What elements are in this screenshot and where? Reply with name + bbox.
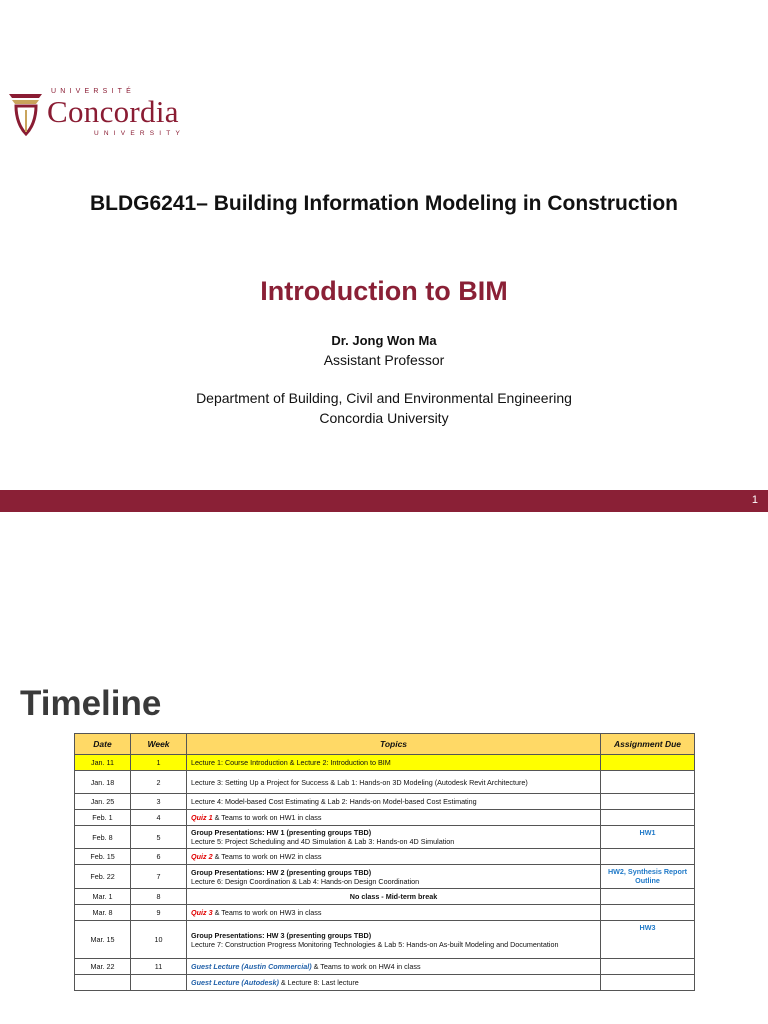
cell-topic bbox=[187, 921, 601, 959]
table-header-row bbox=[75, 734, 695, 755]
university: Concordia University bbox=[319, 410, 449, 426]
cell-topic bbox=[187, 905, 601, 921]
cell-week: 10 bbox=[131, 921, 187, 959]
timeline-title: Timeline bbox=[20, 684, 162, 723]
cell-date: Mar. 22 bbox=[75, 959, 131, 975]
timeline-slide bbox=[0, 512, 768, 1024]
cell-assignment-due: HW2, Synthesis Report Outline bbox=[601, 865, 695, 889]
logo-top-text: UNIVERSITÉ bbox=[51, 88, 136, 95]
cell-date: Feb. 8 bbox=[75, 826, 131, 849]
professor-title: Assistant Professor bbox=[323, 352, 445, 368]
course-title: BLDG6241– Building Information Modeling in Construction bbox=[90, 192, 678, 215]
cell-assignment-due bbox=[601, 959, 695, 975]
topic-text: & Teams to work on HW3 in class bbox=[212, 908, 322, 917]
topic-text: Lecture 5: Project Scheduling and 4D Simulation & Lab 3: Hands-on 4D Simulation bbox=[191, 837, 455, 846]
cell-week: 11 bbox=[131, 959, 187, 975]
slide-number: 1 bbox=[751, 494, 758, 506]
cell-week: 9 bbox=[131, 905, 187, 921]
department: Department of Building, Civil and Environmental Engineering bbox=[196, 390, 572, 406]
cell-topic bbox=[187, 771, 601, 794]
table-row bbox=[75, 905, 695, 921]
cell-date: Jan. 25 bbox=[75, 794, 131, 810]
cell-topic bbox=[187, 755, 601, 771]
cell-assignment-due bbox=[601, 794, 695, 810]
table-row bbox=[75, 771, 695, 794]
cell-week: 4 bbox=[131, 810, 187, 826]
footer-bar bbox=[0, 490, 768, 512]
cell-date: Mar. 8 bbox=[75, 905, 131, 921]
topic-line bbox=[191, 758, 596, 767]
topic-prefix: Quiz 2 bbox=[191, 852, 213, 861]
concordia-emblem-icon bbox=[6, 88, 46, 140]
topic-line bbox=[191, 778, 596, 787]
cell-date: Jan. 11 bbox=[75, 755, 131, 771]
topic-line bbox=[191, 852, 596, 861]
cell-topic bbox=[187, 865, 601, 889]
cell-topic bbox=[187, 959, 601, 975]
concordia-logo bbox=[6, 88, 216, 144]
topic-prefix: Guest Lecture (Autodesk) bbox=[191, 978, 279, 987]
topic-text: & Lecture 8: Last lecture bbox=[278, 978, 359, 987]
topic-bold-line: Group Presentations: HW 2 (presenting groups TBD) bbox=[191, 867, 372, 877]
topic-line bbox=[191, 940, 596, 949]
cell-assignment-due bbox=[601, 905, 695, 921]
table-row bbox=[75, 865, 695, 889]
cell-assignment-due bbox=[601, 889, 695, 905]
cell-topic bbox=[187, 826, 601, 849]
cell-assignment-due bbox=[601, 975, 695, 991]
cell-week bbox=[131, 975, 187, 991]
table-row bbox=[75, 975, 695, 991]
topic-line bbox=[191, 813, 596, 822]
cell-week: 3 bbox=[131, 794, 187, 810]
lecture-title: Introduction to BIM bbox=[260, 276, 508, 306]
cell-date: Feb. 1 bbox=[75, 810, 131, 826]
timeline-table bbox=[74, 733, 695, 991]
header-topics: Topics bbox=[187, 734, 601, 755]
cell-date: Mar. 1 bbox=[75, 889, 131, 905]
cell-assignment-due bbox=[601, 849, 695, 865]
cell-topic bbox=[187, 889, 601, 905]
table-row bbox=[75, 849, 695, 865]
table-row bbox=[75, 755, 695, 771]
cell-date: Feb. 22 bbox=[75, 865, 131, 889]
cell-topic bbox=[187, 975, 601, 991]
topic-text: & Teams to work on HW2 in class bbox=[212, 852, 322, 861]
cell-week: 7 bbox=[131, 865, 187, 889]
cell-week: 6 bbox=[131, 849, 187, 865]
cell-week: 5 bbox=[131, 826, 187, 849]
table-row bbox=[75, 921, 695, 959]
topic-prefix: Quiz 1 bbox=[191, 813, 213, 822]
topic-line bbox=[191, 877, 596, 886]
cell-date: Mar. 15 bbox=[75, 921, 131, 959]
cell-week: 2 bbox=[131, 771, 187, 794]
topic-text: Lecture 1: Course Introduction & Lecture 2: Introduction to BIM bbox=[191, 758, 391, 767]
topic-line bbox=[191, 892, 596, 901]
cell-assignment-due: HW3 bbox=[601, 921, 695, 959]
topic-text: & Teams to work on HW1 in class bbox=[212, 813, 322, 822]
logo-name: Concordia bbox=[47, 94, 179, 129]
professor-name: Dr. Jong Won Ma bbox=[331, 333, 437, 348]
table-row bbox=[75, 826, 695, 849]
cell-assignment-due: HW1 bbox=[601, 826, 695, 849]
cell-topic bbox=[187, 810, 601, 826]
header-week: Week bbox=[131, 734, 187, 755]
cell-topic bbox=[187, 849, 601, 865]
cell-date: Feb. 15 bbox=[75, 849, 131, 865]
cell-date bbox=[75, 975, 131, 991]
topic-prefix: Guest Lecture (Austin Commercial) bbox=[191, 962, 312, 971]
table-row bbox=[75, 889, 695, 905]
header-assignment-due: Assignment Due bbox=[601, 734, 695, 755]
topic-bold-line: Group Presentations: HW 3 (presenting groups TBD) bbox=[191, 930, 372, 940]
topic-line bbox=[191, 908, 596, 917]
topic-line bbox=[191, 837, 596, 846]
topic-text: Lecture 4: Model-based Cost Estimating & Lab 2: Hands-on Model-based Cost Estimating bbox=[191, 797, 477, 806]
table-row bbox=[75, 794, 695, 810]
topic-line bbox=[191, 978, 596, 987]
topic-text: & Teams to work on HW4 in class bbox=[311, 962, 421, 971]
topic-text: No class - Mid-term break bbox=[349, 892, 438, 901]
logo-bottom-text: UNIVERSITY bbox=[94, 130, 186, 137]
table-row bbox=[75, 959, 695, 975]
topic-bold-line: Group Presentations: HW 1 (presenting groups TBD) bbox=[191, 828, 372, 837]
topic-prefix: Quiz 3 bbox=[191, 908, 213, 917]
topic-line bbox=[191, 962, 596, 971]
topic-line bbox=[191, 797, 596, 806]
cell-assignment-due bbox=[601, 755, 695, 771]
cell-week: 1 bbox=[131, 755, 187, 771]
cell-topic bbox=[187, 794, 601, 810]
cell-date: Jan. 18 bbox=[75, 771, 131, 794]
topic-text: Lecture 3: Setting Up a Project for Success & Lab 1: Hands-on 3D Modeling (Autodesk Revit Architecture) bbox=[191, 777, 528, 787]
table-row bbox=[75, 810, 695, 826]
cell-assignment-due bbox=[601, 771, 695, 794]
cell-assignment-due bbox=[601, 810, 695, 826]
cell-week: 8 bbox=[131, 889, 187, 905]
topic-text: Lecture 6: Design Coordination & Lab 4: Hands-on Design Coordination bbox=[191, 876, 420, 886]
topic-text: Lecture 7: Construction Progress Monitoring Technologies & Lab 5: Hands-on As-built Modeling and Documentation bbox=[191, 939, 559, 949]
header-date: Date bbox=[75, 734, 131, 755]
